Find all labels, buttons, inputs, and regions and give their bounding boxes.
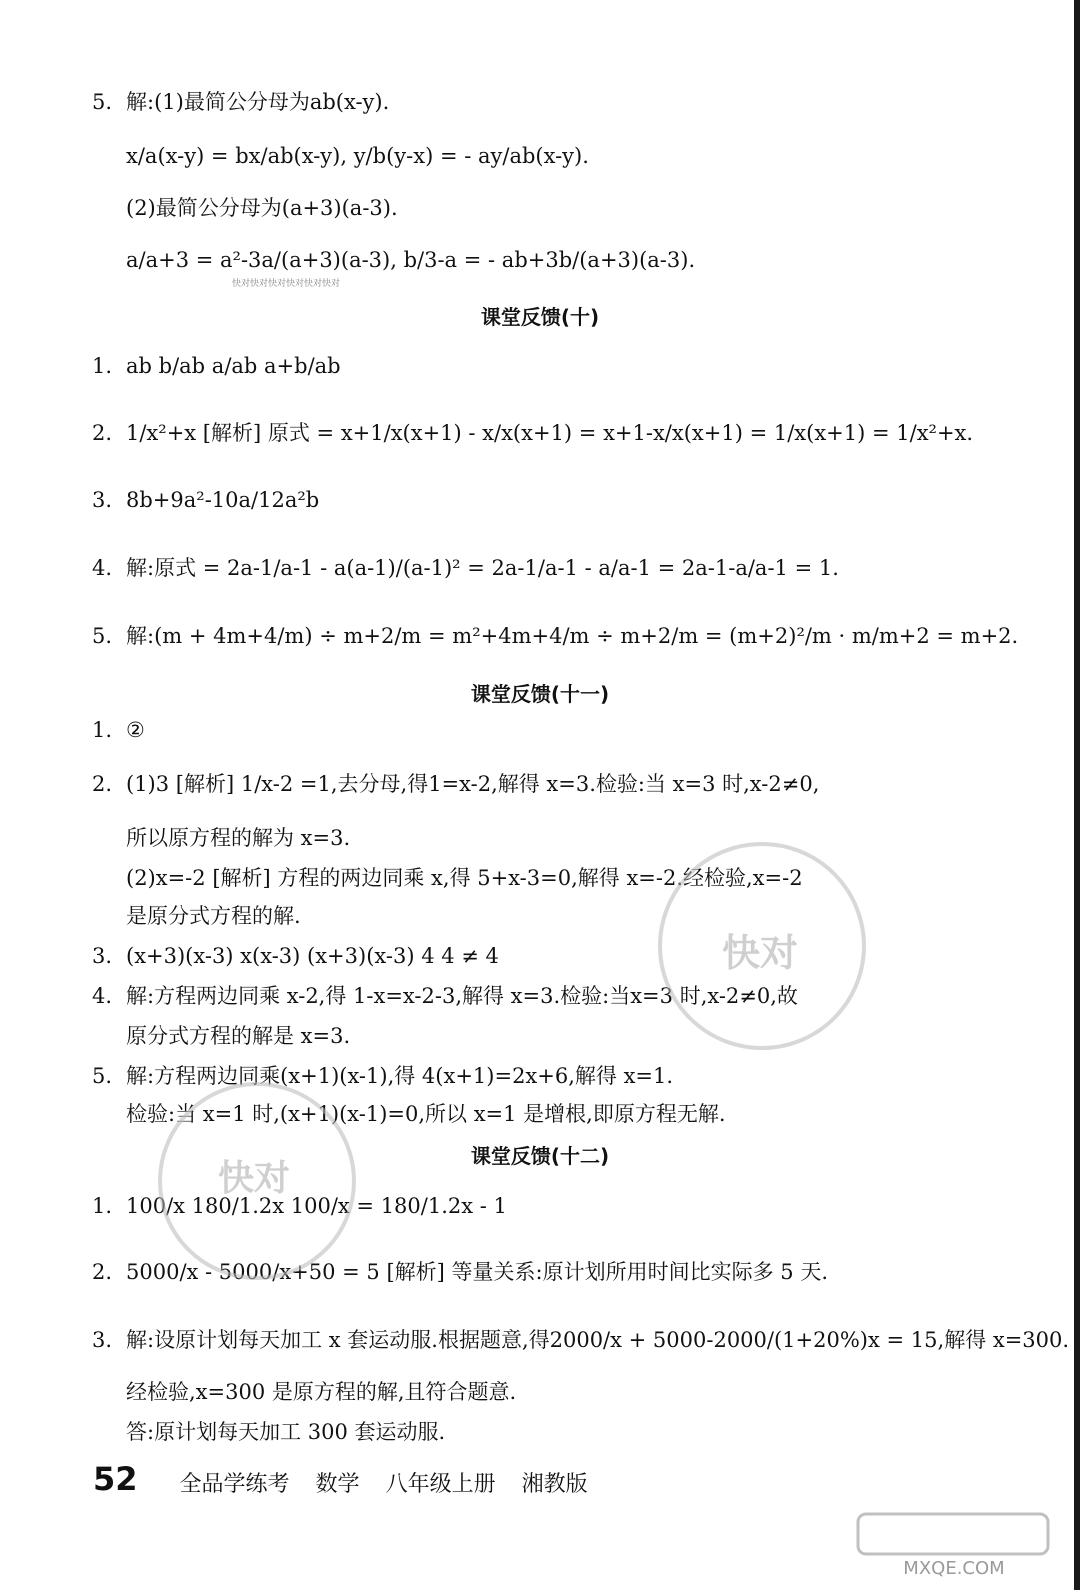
page-number: 52 (93, 1460, 138, 1498)
stamp-text: 快对 (218, 1158, 291, 1199)
page: 5. 解:(1)最简公分母为ab(x-y). x/a(x-y) = bx/ab(x-y), y/b(y-x) = - ay/ab(x-y). (2)最简公分母为(a+3)(a-3). a/a+3 = a²-3a/(a+3)(a-3), b/3-a = - ab+3b/(a+3)(a-3). 快对快对快对快对快对快对 课堂反馈(十) 1. ab b/ab a/ab a+b/ab 2. 1/x²+x [解析] 原式 = x+1/x(x+1) - x/x(x+1) = x+1-x/x(x+1) = 1/x(x+1) = 1/x²+x. 3. 8b+9a²-10a/12a²b 4. 解:原式 = 2a-1/a-1 - a(a-1)/(a-1)² = 2a-1/a-1 - a/a-1 = 2a-1-a/a-1 = 1. 5. 解:(m + 4m+4/m) ÷ m+2/m = m²+4m+4/m ÷ m+2/m = (m+2)²/m · m/m+2 = m+2. 课堂反馈(十一) 1. ② 2. (1)3 [解析] 1/x-2 =1,去分母,得1=x-2,解得 x=3.检验:当 x=3 时,x-2≠0, 所以原方程的解为 x=3. (2)x=-2 [解析] 方程的两边同乘 x,得 5+x-3=0,解得 x=-2.经检验,x=-2 是原分式方程的解. 3. (x+3)(x-3) x(x-3) (x+3)(x-3) 4 4 ≠ 4 4. 解:方程两边同乘 x-2,得 1-x=x-2-3,解得 x=3.检验:当x=3 时,x-2≠0,故 原分式方程的解是 x=3. 5. 解:方程两边同乘(x+1)(x-1),得 4(x+1)=2x+6,解得 x=1. 检验:当 x=1 时,(x+1)(x-1)=0,所以 x=1 是增根,即原方程无解. 课堂反馈(十二) 1. 100/x 180/1.2x 100/x = 180/1.2x - 1 2. 5000/x - 5000/x+50 = 5 [解析] 等量关系:原计划所用时间比实际多 5 天. 3. 解:设原计划每天加工 x 套运动服.根据题意,得2000/x + 5000-2000/(1+20%)x = 15,解得 x=300. 经检验,x=300 是原方程的解,且符合题意. 答:原计划每天加工 300 套运动服. 快对 快对 52 全品学练考 数学 八年级上册 湘教版 MXQE.COM (0, 0, 1080, 1590)
section-heading: 课堂反馈(十一) (470, 682, 610, 706)
item-number: 5. (92, 90, 113, 114)
page-footer (93, 1458, 614, 1498)
stamp-text: 快对 (722, 931, 799, 975)
section-heading: 课堂反馈(十) (480, 305, 600, 329)
section-heading: 课堂反馈(十二) (470, 1144, 610, 1168)
grade: 八年级上册 (385, 1472, 496, 1497)
watermark-small: 快对快对快对快对快对快对 (232, 279, 341, 289)
edition: 湘教版 (521, 1472, 588, 1497)
subject: 数学 (315, 1472, 360, 1497)
book-title: 全品学练考 (179, 1472, 290, 1497)
page-edge (1074, 0, 1080, 1590)
logo-url: MXQE.COM (903, 1558, 1005, 1579)
answer-logo-icon (838, 1510, 1068, 1580)
